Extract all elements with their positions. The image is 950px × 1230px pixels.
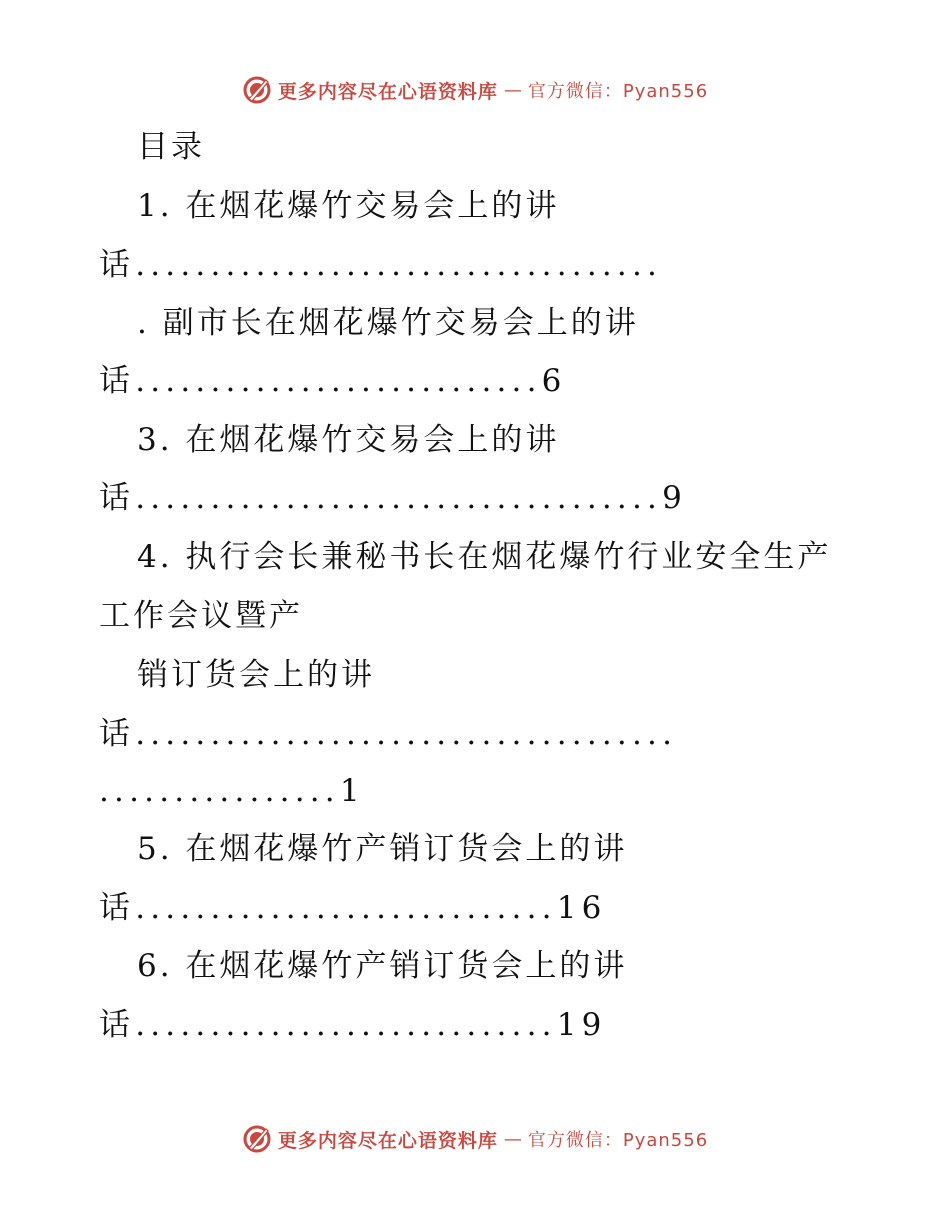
banner-main-text: 更多内容尽在心语资料库 bbox=[277, 80, 498, 103]
toc-entry-2-leader: 话...........................6 bbox=[99, 363, 567, 399]
toc-entry-4-title-cont2: 销订货会上的讲 bbox=[137, 657, 375, 693]
banner-dash: — bbox=[503, 79, 522, 101]
toc-entry-3-leader: 话...................................9 bbox=[99, 480, 688, 516]
toc-entry-4-leader: 话.................................... bbox=[99, 716, 678, 752]
toc-entry-4-leader-cont: ................1 bbox=[99, 773, 365, 809]
toc-entry-3-title: 3. 在烟花爆竹交易会上的讲 bbox=[137, 422, 560, 458]
toc-entry-1-title: 1. 在烟花爆竹交易会上的讲 bbox=[137, 188, 560, 224]
banner-dash: — bbox=[503, 1128, 522, 1150]
toc-entry-2-title: . 副市长在烟花爆竹交易会上的讲 bbox=[137, 305, 639, 341]
footer-banner bbox=[0, 1119, 950, 1159]
toc-entry-5-title: 5. 在烟花爆竹产销订货会上的讲 bbox=[137, 831, 628, 867]
toc-title: 目录 bbox=[137, 129, 205, 165]
toc-entry-4-title-cont: 工作会议暨产 bbox=[99, 598, 303, 634]
toc-entry-6-leader: 话............................19 bbox=[99, 1007, 607, 1043]
quill-seal-icon bbox=[242, 1124, 272, 1154]
banner-main-text: 更多内容尽在心语资料库 bbox=[277, 1129, 498, 1152]
banner-wechat-text: 官方微信：Pyan556 bbox=[527, 1130, 709, 1151]
toc-entry-5-leader: 话............................16 bbox=[99, 890, 607, 926]
toc-entry-6-title: 6. 在烟花爆竹产销订货会上的讲 bbox=[137, 948, 628, 984]
header-banner bbox=[0, 70, 950, 110]
banner-wechat-text: 官方微信：Pyan556 bbox=[527, 81, 709, 102]
quill-seal-icon bbox=[242, 75, 272, 105]
toc-entry-1-leader: 话................................... bbox=[99, 247, 663, 283]
toc-entry-4-title: 4. 执行会长兼秘书长在烟花爆竹行业安全生产 bbox=[137, 539, 832, 575]
